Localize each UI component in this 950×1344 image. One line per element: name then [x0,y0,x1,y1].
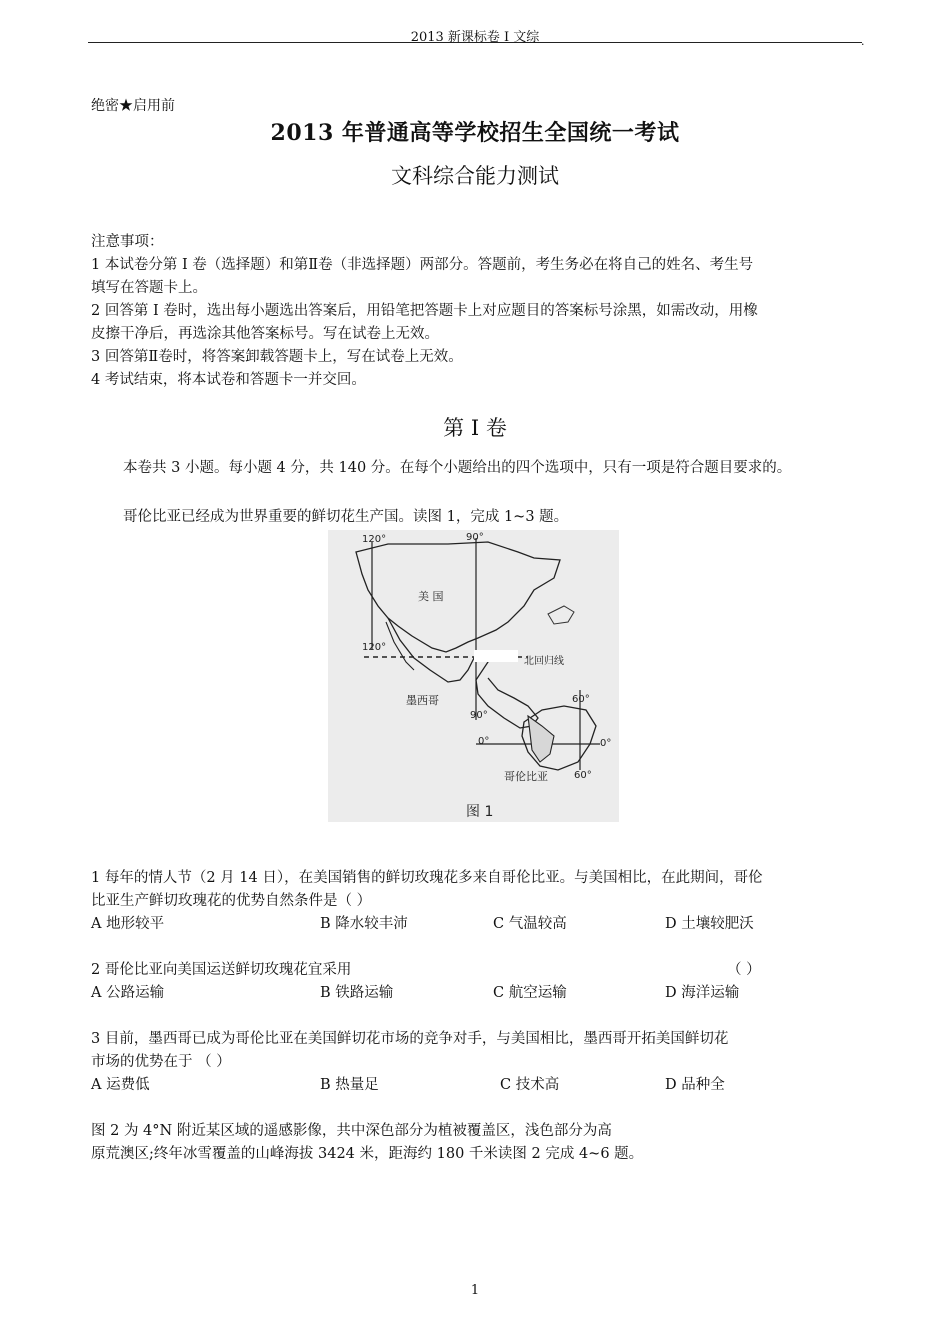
label-0-left: 0° [478,736,490,747]
label-colombia: 哥伦比亚 [504,770,548,783]
secret-label: 绝密★启用前 [91,98,175,114]
question-3-options [91,1074,866,1097]
option-a: A 运费低 [91,1077,150,1093]
instruction-line: 4 考试结束，将本试卷和答题卡一并交回。 [91,372,366,388]
question-3-line: 3 目前，墨西哥已成为哥伦比亚在美国鲜切花市场的竞争对手，与美国相比，墨西哥开拓美国鲜切花 [91,1031,729,1047]
page-number: 1 [470,1283,480,1298]
label-0-right: 0° [600,738,612,749]
label-mask [474,650,518,662]
option-a: A 公路运输 [91,985,165,1001]
question-1-line: 比亚生产鲜切玫瑰花的优势自然条件是（ ） [91,893,372,909]
label-120-mid: 120° [362,642,387,653]
answer-bracket: （ ） [727,962,761,978]
instruction-line: 填写在答题卡上。 [91,280,207,296]
label-90-bottom: 90° [470,710,488,721]
label-60-top: 60° [572,694,590,705]
option-c: C 航空运输 [493,985,567,1001]
instructions-heading: 注意事项： [91,234,164,250]
exam-subtitle: 文科综合能力测试 [391,164,559,188]
question-2-stem [91,959,866,982]
option-b: B 降水较丰沛 [320,916,408,932]
instruction-line: 1 本试卷分第 I 卷（选择题）和第Ⅱ卷（非选择题）两部分。答题前，考生务必在将自己的姓名、考生号 [91,257,754,273]
passage-2-line: 图 2 为 4°N 附近某区域的遥感影像，共中深色部分为植被覆盖区，浅色部分为高 [91,1123,612,1139]
option-b: B 铁路运输 [320,985,394,1001]
header-rule [88,42,862,43]
instruction-line: 皮擦干净后，再选涂其他答案标号。写在试卷上无效。 [91,326,439,342]
option-d: D 品种全 [665,1077,725,1093]
section-title: 第 I 卷 [443,416,507,440]
figure-1-map [328,530,619,822]
label-mexico: 墨西哥 [406,694,439,707]
question-1-line: 1 每年的情人节（2 月 14 日），在美国销售的鲜切玫瑰花多来自哥伦比亚。与美国相比，在此期间，哥伦 [91,870,763,886]
question-2 [91,959,866,1005]
question-3-line: 市场的优势在于 （ ） [91,1054,231,1070]
header-mark: . [861,35,865,48]
label-tropic: 北回归线 [524,656,564,667]
question-1 [91,867,866,936]
option-b: B 热量足 [320,1077,379,1093]
label-usa: 美 国 [418,590,444,603]
instruction-line: 2 回答第 I 卷时，选出每小题选出答案后，用铅笔把答题卡上对应题目的答案标号涂黑，如需改动，用橡 [91,303,758,319]
question-3 [91,1028,866,1097]
exam-title: 2013 年普通高等学校招生全国统一考试 [270,120,680,146]
label-120-top: 120° [362,534,387,545]
question-1-options [91,913,866,936]
option-c: C 气温较高 [493,916,567,932]
label-60-bottom: 60° [574,770,592,781]
option-d: D 海洋运输 [665,985,740,1001]
instructions [91,231,861,392]
passage-2 [91,1120,643,1166]
map-drawing [328,530,619,822]
passage-1: 哥伦比亚已经成为世界重要的鲜切花生产国。读图 1，完成 1~3 题。 [123,509,569,525]
option-c: C 技术高 [500,1077,560,1093]
question-2-options [91,982,866,1005]
passage-2-line: 原荒澳区;终年冰雪覆盖的山峰海拔 3424 米，距海约 180 千米读图 2 完成 4~6 题。 [91,1146,644,1162]
section-intro: 本卷共 3 小题。每小题 4 分，共 140 分。在每个小题给出的四个选项中，只有一项是符合题目要求的。 [123,460,792,476]
instruction-line: 3 回答第Ⅱ卷时，将答案卸载答题卡上，写在试卷上无效。 [91,349,463,365]
question-2-line: 2 哥伦比亚向美国运送鲜切玫瑰花宜采用 [91,962,352,978]
label-90-top: 90° [466,532,484,543]
option-d: D 土壤较肥沃 [665,916,754,932]
figure-caption: 图 1 [466,804,494,820]
option-a: A 地形较平 [91,916,165,932]
running-header: 2013 新课标卷 I 文综 [410,30,540,45]
